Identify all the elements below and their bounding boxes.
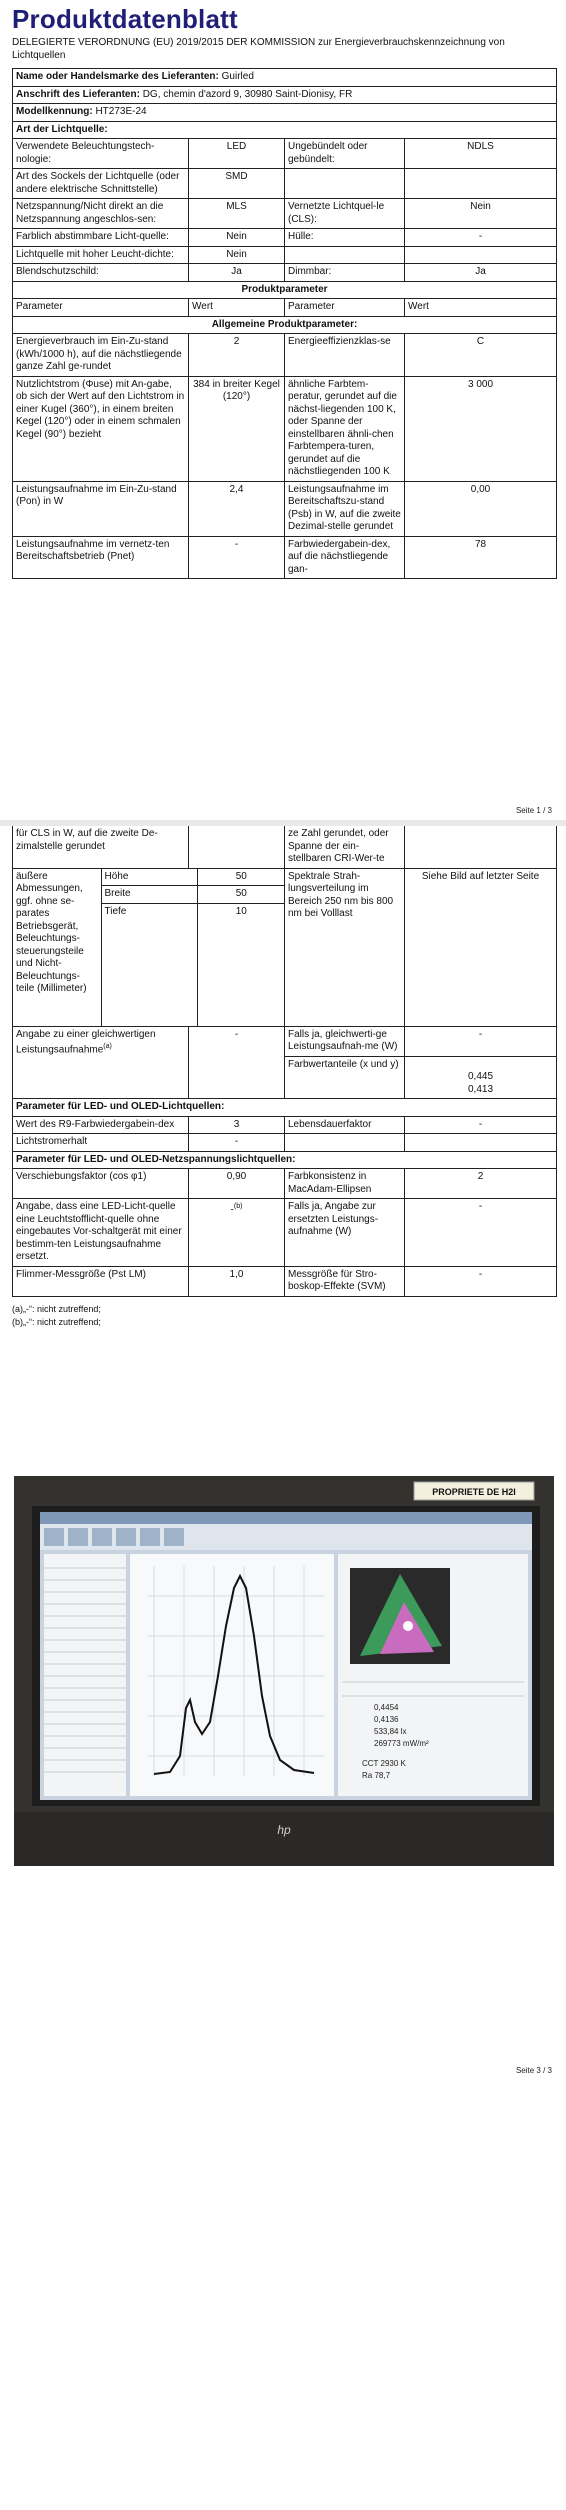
- spectral-label: Spektrale Strah-lungsverteilung im Bereich 250 nm bis 800 nm bei Volllast: [285, 868, 405, 1026]
- product-data-table: [12, 68, 557, 579]
- product-data-table-continued: [12, 826, 557, 1297]
- table-row: Angabe, dass eine LED-Licht-quelle eine Leuchtstofflicht-quelle ohne eingebautes Vor-schaltgerät mit einer bestimm-ten Leistungsaufnahme ersetzt. -$^{(b)}$ Falls ja, Angabe zur ersetzten Leistungs-aufnahme (W) -: [13, 1199, 557, 1267]
- page-number: Seite 3 / 3: [515, 2066, 552, 2075]
- table-row: Verwendete Beleuchtungstech-nologie: LED Ungebündelt oder gebündelt: NDLS: [13, 139, 557, 169]
- table-row: Lichtquelle mit hoher Leucht-dichte: Nein: [13, 246, 557, 264]
- dimensions-row: [13, 868, 557, 1026]
- page-number: Seite 1 / 3: [515, 806, 552, 815]
- panel-value-1: 0,4454: [374, 1703, 399, 1712]
- product-params-header: Produktparameter: [13, 281, 557, 299]
- light-source-type-header: Art der Lichtquelle:: [13, 121, 557, 139]
- page-1-content: [12, 4, 556, 579]
- general-params-header: Allgemeine Produktparameter:: [13, 316, 557, 334]
- ra-readout: Ra 78,7: [362, 1771, 391, 1780]
- mains-params-header: Parameter für LED- und OLED-Netzspannungslichtquellen:: [13, 1151, 557, 1169]
- table-row: Farblich abstimmbare Licht-quelle: Nein Hülle: -: [13, 229, 557, 247]
- dimensions-label: äußere Abmessungen, ggf. ohne se-parates Betriebsgerät, Beleuchtungs-steuerungsteile und Nicht-Beleuchtungs-teile (Millimeter): [13, 869, 101, 1026]
- table-row: Wert des R9-Farbwiedergabein-dex 3 Lebensdauerfaktor -: [13, 1116, 557, 1134]
- table-row: Leistungsaufnahme im vernetz-ten Bereitschaftsbetrieb (Pnet) - Farbwiedergabein-dex, auf die nächstliegende gan- 78: [13, 536, 557, 579]
- cct-readout: CCT 2930 K: [362, 1759, 406, 1768]
- model-row: Modellkennung: HT273E-24: [13, 104, 557, 122]
- table-row: Verschiebungsfaktor (cos φ1) 0,90 Farbkonsistenz in MacAdam-Ellipsen 2: [13, 1169, 557, 1199]
- footnote-a: (a)„-“: nicht zutreffend;: [12, 1303, 101, 1314]
- spectrum-measurement-photo: [14, 1476, 554, 1866]
- table-row: Farbwertanteile (x und y) 0,445 0,413: [13, 1056, 557, 1099]
- table-row: Blendschutzschild: Ja Dimmbar: Ja: [13, 264, 557, 282]
- supplier-name-row: Name oder Handelsmarke des Lieferanten: Guirled: [13, 69, 557, 87]
- table-row: Nutzlichtstrom (Φuse) mit An-gabe, ob sich der Wert auf den Lichtstrom in einer Kugel (360°), in einem breiten Kegel (120°) oder in einem schmalen Kegel (90°) bezieht 384 in breiter Kegel (120°) ähnliche Farbtem-peratur, gerundet auf die nächst-liegenden 100 K, oder Spanne der einstellbaren ähnli-chen Farbtempera-turen, gerundet auf die nächstliegenden 100 K 3 000: [13, 376, 557, 481]
- led-params-header: Parameter für LED- und OLED-Lichtquellen:: [13, 1099, 557, 1117]
- page-1: [0, 0, 566, 820]
- dimensions-table: äußere Abmessungen, ggf. ohne se-parates Betriebsgerät, Beleuchtungs-steuerungsteile und Nicht-Beleuchtungs-teile (Millimeter) Höhe 50 Breite 50 Tiefe 10: [13, 869, 285, 1026]
- supplier-address-row: Anschrift des Lieferanten: DG, chemin d'azord 9, 30980 Saint-Dionisy, FR: [13, 86, 557, 104]
- footnote-b: (b)„-“: nicht zutreffend;: [12, 1316, 101, 1327]
- table-row: für CLS in W, auf die zweite De-zimalstelle gerundet ze Zahl gerundet, oder Spanne der ein-stellbaren CRI-Wer-te: [13, 826, 557, 868]
- laptop-screen-illustration: [14, 1476, 554, 1866]
- regulation-subtitle: DELEGIERTE VERORDNUNG (EU) 2019/2015 DER KOMMISSION zur Energieverbrauchskennzeichnung von Lichtquellen: [12, 37, 505, 61]
- table-row: Lichtstromerhalt -: [13, 1134, 557, 1152]
- ownership-sticker: PROPRIETE DE H2I: [432, 1487, 516, 1497]
- spectral-value: Siehe Bild auf letzter Seite: [405, 868, 557, 1026]
- page-2-content: [12, 826, 556, 1329]
- panel-value-2: 0,4136: [374, 1715, 399, 1724]
- table-row: Art des Sockels der Lichtquelle (oder andere elektrische Schnittstelle) SMD: [13, 169, 557, 199]
- page-2: [0, 826, 566, 2510]
- table-row: Flimmer-Messgröße (Pst LM) 1,0 Messgröße für Stro-boskop-Effekte (SVM) -: [13, 1266, 557, 1296]
- footnotes: [12, 1303, 556, 1329]
- laptop-brand-logo: hp: [277, 1823, 291, 1837]
- table-row: Netzspannung/Nicht direkt an die Netzspannung angeschlos-sen: MLS Vernetzte Lichtquel-le (CLS): Nein: [13, 199, 557, 229]
- document-title: Produktdatenblatt: [12, 4, 238, 34]
- panel-value-4: 269773 mW/m²: [374, 1739, 429, 1748]
- table-row: Energieverbrauch im Ein-Zu-stand (kWh/1000 h), auf die nächstliegende ganze Zahl ge-rundet 2 Energieeffizienzklas-se C: [13, 334, 557, 377]
- table-row: Angabe zu einer gleichwertigen Leistungsaufnahme$^{(a)}$ - Falls ja, gleichwerti-ge Leistungsaufnah-me (W) -: [13, 1026, 557, 1056]
- column-headers: Parameter Wert Parameter Wert: [13, 299, 557, 317]
- table-row: Leistungsaufnahme im Ein-Zu-stand (Pon) in W 2,4 Leistungsaufnahme im Bereitschaftszu-stand (Psb) in W, auf die zweite Dezimal-stelle gerundet 0,00: [13, 481, 557, 536]
- panel-value-3: 533,84 lx: [374, 1727, 407, 1736]
